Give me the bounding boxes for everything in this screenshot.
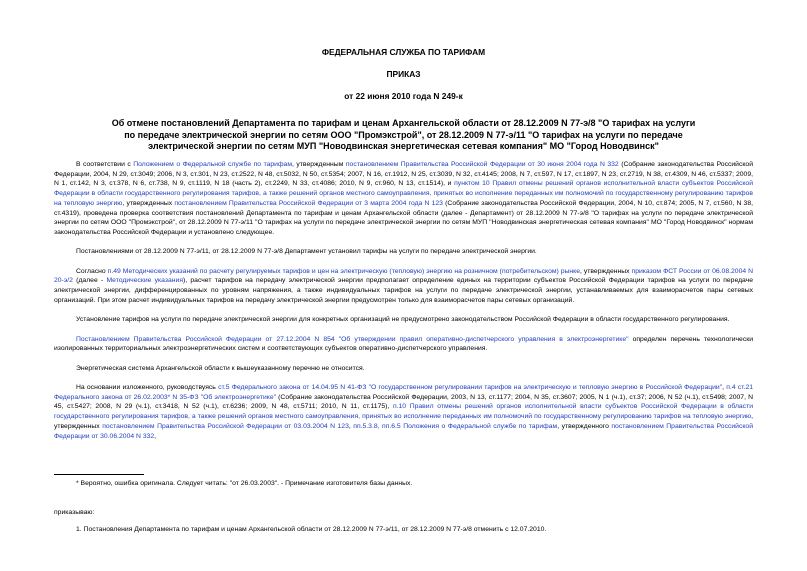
text: , утвержденного: [557, 422, 612, 430]
link-government-decree-332b[interactable]: постановлением Правительства Российской Федерации от 30.06.2004 N 332: [54, 422, 753, 440]
link-method-instructions[interactable]: Методические указания: [106, 277, 184, 285]
link-method-instructions-p49[interactable]: п.49 Методических указаний по расчету регулируемых тарифов и цен на электрическую (тепловую) энергию на розничном (потребительском) рынке: [107, 267, 581, 275]
text: , утвержденных: [580, 267, 632, 275]
document-body: [54, 160, 753, 451]
doc-type-heading: ПРИКАЗ: [386, 69, 421, 79]
text: , утвержденных: [122, 199, 175, 207]
text: ,: [348, 422, 354, 430]
link-government-decree-332[interactable]: постановлением Правительства Российской Федерации от 30 июня 2004 года N 332: [345, 161, 619, 168]
paragraph-5: [54, 335, 753, 354]
text: (Собрание законодательства Российской Федерации, 2004, N 29, ст.3049; 2006, N 3, ст.301, N 23, ст.2522, N 48, ст.5032, N 50, ст.5354; 2007, N 16, ст.1912, N 25, ст.3039, N 32, ст.4145; 2008, N 7, ст.597, N 17, ст.1897, N 23, ст.2719, N 38, ст.4309, N 46, ст.5337; 2009, N 1, ст.142, N 3, ст.378, N 6, ст.738, N 9, ст.1119, N 18 (часть 2), ст.2249, N 33, ст.4086; 2010, N 9, ст.960, N 13, ст.1514), и: [54, 161, 753, 188]
link-government-decree-123[interactable]: постановлением Правительства Российской Федерации от 3 марта 2004 года N 123: [174, 199, 443, 207]
text: ), расчет тарифов на передачу электрической энергии предполагает определение единых на территории субъектов Российской Федерации тарифов на услуги по передаче электрической энергии, дифференцированных по уровням напряжения, а также индивидуальных тарифов на услуги по передаче электрической энергии, устанавливаемых для взаиморасчетов пары сетевых организаций. При этом расчет индивидуальных тарифов на передачу электрической энергии предусмотрен только для взаиморасчетов пары сетевых организаций.: [54, 277, 754, 304]
text: В соответствии с: [76, 161, 134, 168]
order-item-1: 1. Постановления Департамента по тарифам и ценам Архангельской области от 28.12.2009 N 77-э/11, от 28.12.2009 N 77-э/8 отменить с 12.07.2010.: [76, 526, 547, 533]
link-rules-point-10[interactable]: пунктом 10 Правил отмены решений органов исполнительной власти субъектов Российской Федерации в области государственного регулирования тарифов, а также решений органов местного самоуправления, принятых во исполнение переданных им полномочий по государственному регулированию тарифов на тепловую энергию: [54, 180, 753, 207]
paragraph-1: [54, 160, 753, 238]
text: На основании изложенного, руководствуясь: [76, 384, 219, 392]
link-federal-law-41[interactable]: ст.5 Федерального закона от 14.04.95 N 41-ФЗ "О государственном регулировании тарифов на электрическую и тепловую энергию в Российской Федерации": [218, 384, 723, 392]
document-title: Об отмене постановлений Департамента по тарифам и ценам Архангельской области от 28.12.2009 N 77-э/8 "О тарифах на услуги по передаче электрической энергии по сетям ООО "Промэкстрой", от 28.12.2009 N 77-э/11 "О тарифах на услуги по передаче электрической энергии по сетям МУП "Новодвинская энергетическая сетевая компания" МО "Город Новодвинск": [111, 118, 696, 151]
link-rules-p10[interactable]: п.10 Правил отмены решений органов исполнительной власти субъектов Российской Федерации в области государственного регулирования тарифов, а также решений органов местного самоуправления, принятых во исполнение переданных им полномочий по государственному регулированию тарифов на тепловую энергию: [54, 403, 753, 421]
paragraph-3: [54, 267, 753, 306]
date-number-heading: от 22 июня 2010 года N 249-к: [344, 91, 463, 101]
footnote: * Вероятно, ошибка оригинала. Следует читать: "от 26.03.2003". - Примечание изготовителя базы данных.: [76, 480, 413, 487]
link-government-decree-123b[interactable]: постановлением Правительства Российской Федерации от 03.03.2004 N 123: [102, 422, 349, 430]
link-fst-regulation-items[interactable]: пп.5.3.8, пп.6.5 Положения о Федеральной службе по тарифам: [353, 422, 558, 430]
paragraph-7: [54, 383, 753, 441]
order-lead: приказываю:: [54, 509, 95, 516]
paragraph-6: Энергетическая система Архангельской области к вышеуказанному перечню не относится.: [76, 364, 365, 372]
paragraph-4: Установление тарифов на услуги по передаче электрической энергии для конкретных организаций не предусмотрено законодательством Российской Федерации в области государственного регулирования.: [76, 316, 730, 324]
link-government-decree-854[interactable]: Постановлением Правительства Российской Федерации от 27.12.2004 N 854 "Об утверждении правил оперативно-диспетчерского управления в электроэнергетике": [76, 335, 629, 343]
paragraph-2: Постановлениями от 28.12.2009 N 77-э/11, от 28.12.2009 N 77-э/8 Департамент установил тарифы на услуги по передаче электрической энергии.: [76, 248, 537, 256]
link-federal-law-35[interactable]: п.4 ст.21 Федерального закона от 26.02.2003* N 35-ФЗ "Об электроэнергетике": [54, 384, 754, 401]
text: , утвержденным: [292, 161, 346, 168]
link-fst-regulation[interactable]: Положением о Федеральной службе по тарифам: [133, 161, 293, 168]
text: определен перечень технологически изолированных территориальных электроэнергетических систем и соответствующих субъектов оперативно-диспетчерского управления.: [54, 335, 753, 353]
text: (далее -: [72, 277, 107, 285]
agency-heading: ФЕДЕРАЛЬНАЯ СЛУЖБА ПО ТАРИФАМ: [321, 47, 486, 57]
link-fst-order[interactable]: приказом ФСТ России от 06.08.2004 N 20-э/2: [54, 267, 753, 285]
text: ,: [722, 384, 727, 392]
text: , утвержденных: [54, 413, 753, 430]
text: (Собрание законодательства Российской Федерации, 2004, N 10, ст.874; 2005, N 7, ст.560, N 38, ст.4319), проведена проверка соответствия постановлений Департамента по тарифам и ценам Архангельской области (далее - Департамент) от 28.12.2009 N 77-э/8 "О тарифах на услуги по передаче электрической энергии по сетям ООО "Промэкстрой", от 28.12.2009 N 77-э/11 "О тарифах на услуги по передаче электрической энергии по сетям МУП "Новодвинская энергетическая сетевая компания" МО "Город Новодвинск" нормам законодательства Российской Федерации и установлено следующее.: [54, 199, 753, 236]
text: Согласно: [76, 267, 108, 275]
footnote-divider: [54, 474, 144, 475]
text: ,: [154, 432, 157, 440]
text: (Собрание законодательства Российской Федерации, 2003, N 13, ст.1177; 2004, N 35, ст.3607; 2005, N 1 (ч.1), ст.37; 2006, N 52 (ч.1), ст.5498; 2007, N 45, ст.5427; 2008, N 29 (ч.1), ст.3418, N 52 (ч.1), ст.6236; 2009, N 48, ст.5711; 2010, N 11, ст.1175),: [54, 393, 753, 411]
